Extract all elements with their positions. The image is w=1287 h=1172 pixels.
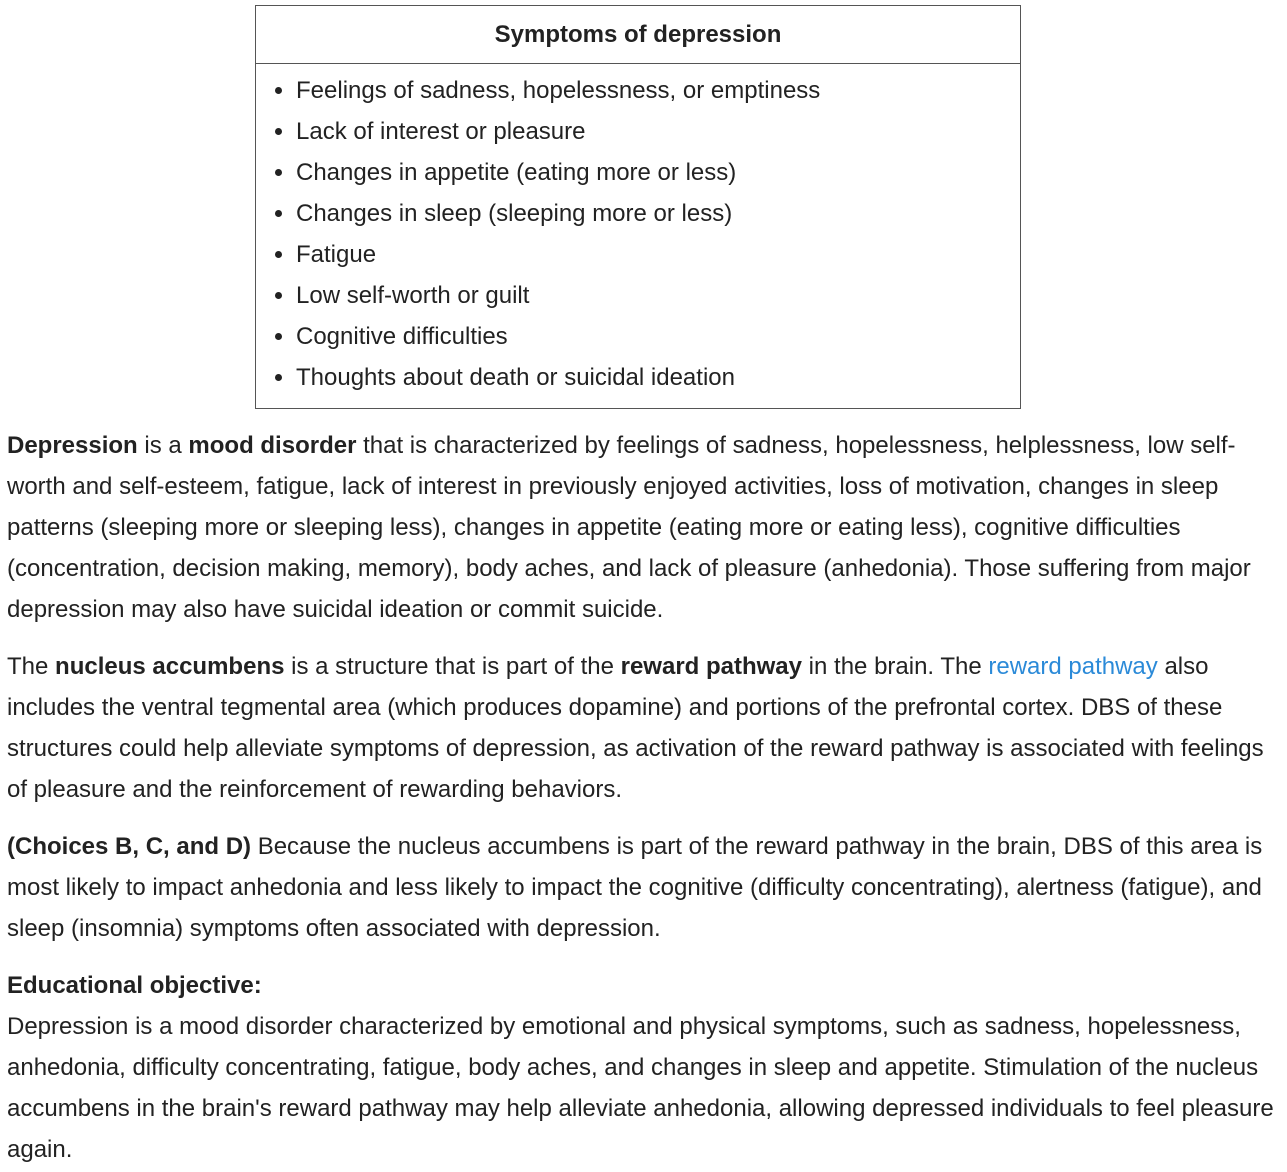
choices-label: (Choices B, C, and D) <box>7 833 252 860</box>
text-segment: that is characterized by feelings of sadness, hopelessness, helplessness, low self-worth and self-esteem, fatigue, lack of interest in previously enjoyed activities, loss of motivation, changes in sleep patterns (sleeping more or sleeping less), changes in appetite (eating more or eating less), cognitive difficulties (concentration, decision making, memory), body aches, and lack of pleasure (anhedonia). Those suffering from major depression may also have suicidal ideation or commit suicide. <box>7 432 1251 623</box>
text-segment: Because the nucleus accumbens is part of the reward pathway in the brain, DBS of this area is most likely to impact anhedonia and less likely to impact the cognitive (difficulty concentrating), alertness (fatigue), and sleep (insomnia) symptoms often associated with depression. <box>7 833 1263 942</box>
term-reward-pathway: reward pathway <box>620 653 803 680</box>
symptom-list <box>256 64 1020 408</box>
symptom-item: • Lack of interest or pleasure <box>296 111 1020 152</box>
symptom-item: • Cognitive difficulties <box>296 316 1020 357</box>
text-segment: also includes the ventral tegmental area (which produces dopamine) and portions of the prefrontal cortex. DBS of these structures could help alleviate symptoms of depression, as activation of the reward pathway is associated with feelings of pleasure and the reinforcement of rewarding behaviors. <box>7 653 1264 803</box>
term-depression: Depression <box>7 432 138 459</box>
text-segment: in the brain. The <box>802 653 989 680</box>
reward-pathway-link[interactable]: reward pathway <box>988 653 1158 680</box>
objective-text: Depression is a mood disorder characterized by emotional and physical symptoms, such as sadness, hopelessness, anhedonia, difficulty concentrating, fatigue, body aches, and changes in sleep and appetite. Stimulation of the nucleus accumbens in the brain's reward pathway may help alleviate anhedonia, allowing depressed individuals to feel pleasure again. <box>7 1013 1274 1163</box>
paragraph-choices <box>7 826 1283 949</box>
objective-heading: Educational objective: <box>7 972 262 999</box>
term-nucleus-accumbens: nucleus accumbens <box>55 653 285 680</box>
symptom-item: • Changes in appetite (eating more or less) <box>296 152 1020 193</box>
symptom-item: • Feelings of sadness, hopelessness, or emptiness <box>296 70 1020 111</box>
paragraph-nucleus-accumbens <box>7 646 1283 810</box>
objective-heading-line <box>7 965 1283 1006</box>
symptom-item: • Low self-worth or guilt <box>296 275 1020 316</box>
term-mood-disorder: mood disorder <box>188 432 357 459</box>
text-segment: The <box>7 653 56 680</box>
symptom-item: • Thoughts about death or suicidal ideation <box>296 357 1020 398</box>
symptom-item: • Changes in sleep (sleeping more or less) <box>296 193 1020 234</box>
table-title: Symptoms of depression <box>256 6 1020 64</box>
symptom-item: • Fatigue <box>296 234 1020 275</box>
symptoms-table <box>255 5 1021 409</box>
text-segment: is a structure that is part of the <box>284 653 621 680</box>
text-segment: is a <box>137 432 189 459</box>
paragraph-depression <box>7 425 1283 630</box>
explanation-text <box>7 425 1283 1170</box>
